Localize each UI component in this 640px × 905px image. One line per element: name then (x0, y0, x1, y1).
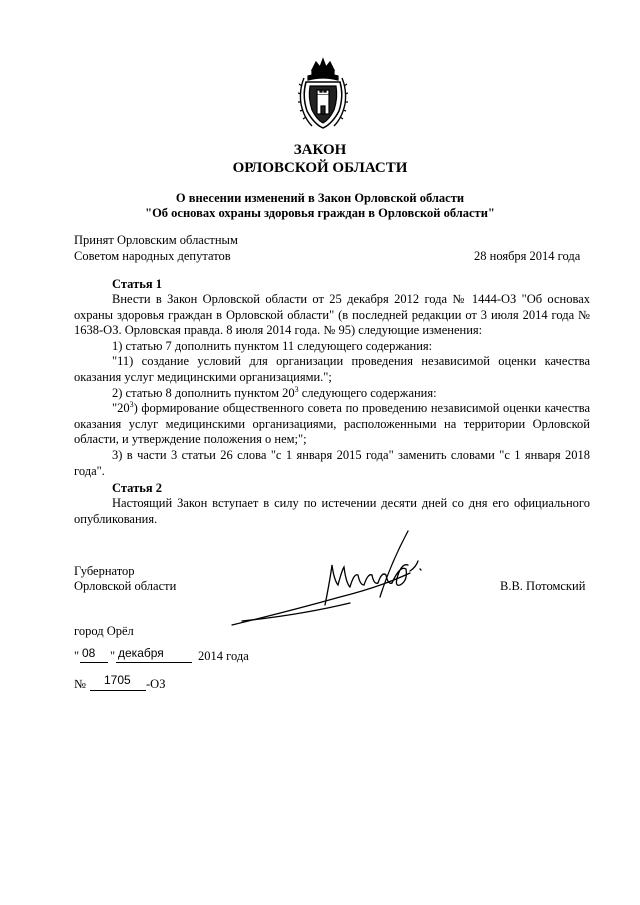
law-subject-line-2: "Об основах охраны здоровья граждан в Орловской области" (145, 206, 495, 220)
document-type-title: ЗАКОН (293, 142, 347, 158)
signatory-name: В.В. Потомский (500, 579, 586, 593)
adoption-date: 28 ноября 2014 года (474, 249, 581, 263)
article-1-heading: Статья 1 (112, 277, 162, 291)
signatory-position-line-2: Орловской области (74, 579, 177, 593)
article-1-item-2-text: "$20^3$) формирование общественного совета по проведению независимой оценки качества оказания услуг медицинскими организациями, расположенными на территории Орловской области, и утверждение положения о нем;"; (74, 400, 590, 447)
law-number-suffix: -ОЗ (146, 677, 166, 691)
region-title: ОРЛОВСКОЙ ОБЛАСТИ (232, 160, 408, 176)
adoption-line-1: Принят Орловским областным (74, 233, 238, 247)
number-sign: № (74, 677, 86, 691)
law-number-value: 1705 (104, 673, 131, 687)
handwritten-signature (230, 525, 440, 635)
article-2-body (74, 496, 590, 527)
signing-year: 2014 года (198, 649, 249, 663)
article-1-item-1-text: "11) создание условий для организации проведения независимой оценки качества оказания услуг медицинскими организациями."; (74, 354, 590, 384)
law-number (74, 673, 194, 693)
article-1-item-2: 2) статью 8 дополнить пунктом $20^3$ следующего содержания: (112, 384, 437, 400)
oryol-oblast-coat-of-arms-icon (298, 56, 348, 132)
article-1-intro: Внести в Закон Орловской области от 25 декабря 2012 года № 1444-ОЗ "Об основах охраны здоровья граждан в Орловской области" (в последней редакции от 3 июля 2014 года № 1638-ОЗ. Орловская правда. 8 июля 2014 года. № 95) следующие изменения: (74, 292, 590, 338)
article-2-text: Настоящий Закон вступает в силу по истечении десяти дней со дня его официального опубликования. (74, 496, 590, 526)
signing-month: декабря (118, 646, 164, 660)
article-1-body (74, 292, 590, 479)
signing-date: " 08 " декабря 2014 года (74, 646, 249, 663)
city-of-signing: город Орёл (74, 624, 134, 638)
adoption-line-2: Советом народных депутатов (74, 249, 231, 263)
article-1-item-1: 1) статью 7 дополнить пунктом 11 следующего содержания: (112, 338, 433, 353)
article-2-heading: Статья 2 (112, 481, 162, 495)
article-1-item-3: 3) в части 3 статьи 26 слова "с 1 января 2015 года" заменить словами "с 1 января 2018 года". (74, 447, 590, 478)
signatory-position-line-1: Губернатор (74, 564, 135, 578)
law-subject-line-1: О внесении изменений в Закон Орловской области (175, 191, 465, 205)
signing-day: 08 (82, 646, 96, 660)
